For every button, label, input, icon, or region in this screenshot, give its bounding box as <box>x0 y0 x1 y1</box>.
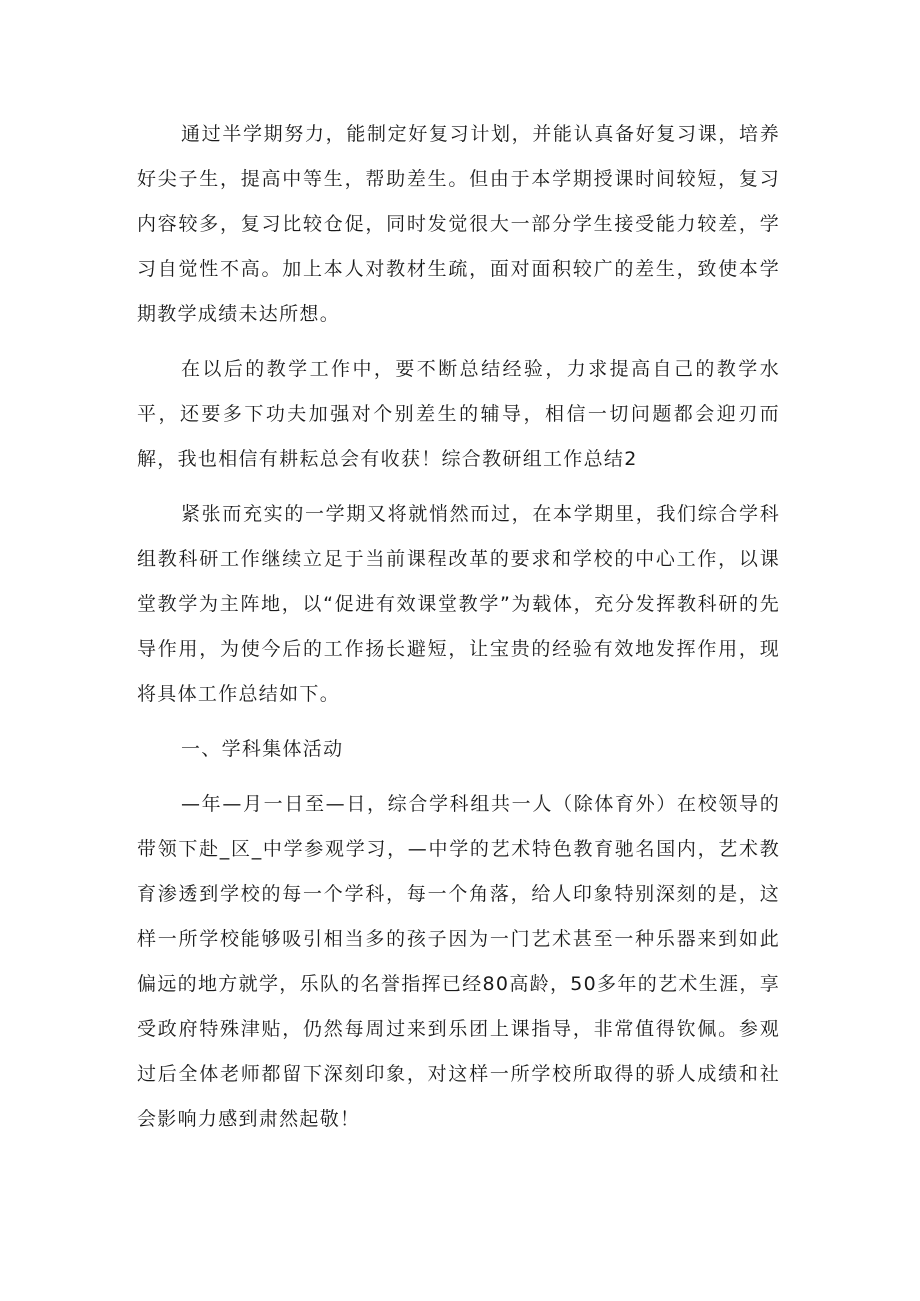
document-body <box>137 112 780 1152</box>
paragraph-semester-intro: 紧张而充实的一学期又将就悄然而过，在本学期里，我们综合学科组教科研工作继续立足于当前课程改革的要求和学校的中心工作，以课堂教学为主阵地，以“促进有效课堂教学”为载体，充分发挥教科研的先导作用，为使今后的工作扬长避短，让宝贵的经验有效地发挥作用，现将具体工作总结如下。 <box>137 503 780 705</box>
paragraph-future-plan: 在以后的教学工作中，要不断总结经验，力求提高自己的教学水平，还要多下功夫加强对个别差生的辅导，相信一切问题都会迎刃而解，我也相信有耕耘总会有收获！综合教研组工作总结2 <box>137 358 780 470</box>
paragraph-review-summary: 通过半学期努力，能制定好复习计划，并能认真备好复习课，培养好尖子生，提高中等生，帮助差生。但由于本学期授课时间较短，复习内容较多，复习比较仓促，同时发觉很大一部分学生接受能力较差，学习自觉性不高。加上本人对教材生疏，面对面积较广的差生，致使本学期教学成绩未达所想。 <box>137 123 780 325</box>
paragraph-school-visit: —年—月一日至—日，综合学科组共一人（除体育外）在校领导的带领下赴_区_中学参观学习，—中学的艺术特色教育驰名国内，艺术教育渗透到学校的每一个学科，每一个角落，给人印象特别深刻的是，这样一所学校能够吸引相当多的孩子因为一门艺术甚至一种乐器来到如此偏远的地方就学，乐队的名誉指挥已经80高龄，50多年的艺术生涯，享受政府特殊津贴，仍然每周过来到乐团上课指导，非常值得钦佩。参观过后全体老师都留下深刻印象，对这样一所学校所取得的骄人成绩和社会影响力感到肃然起敬！ <box>137 793 780 1130</box>
section-heading-group-activities: 一、学科集体活动 <box>181 738 344 760</box>
